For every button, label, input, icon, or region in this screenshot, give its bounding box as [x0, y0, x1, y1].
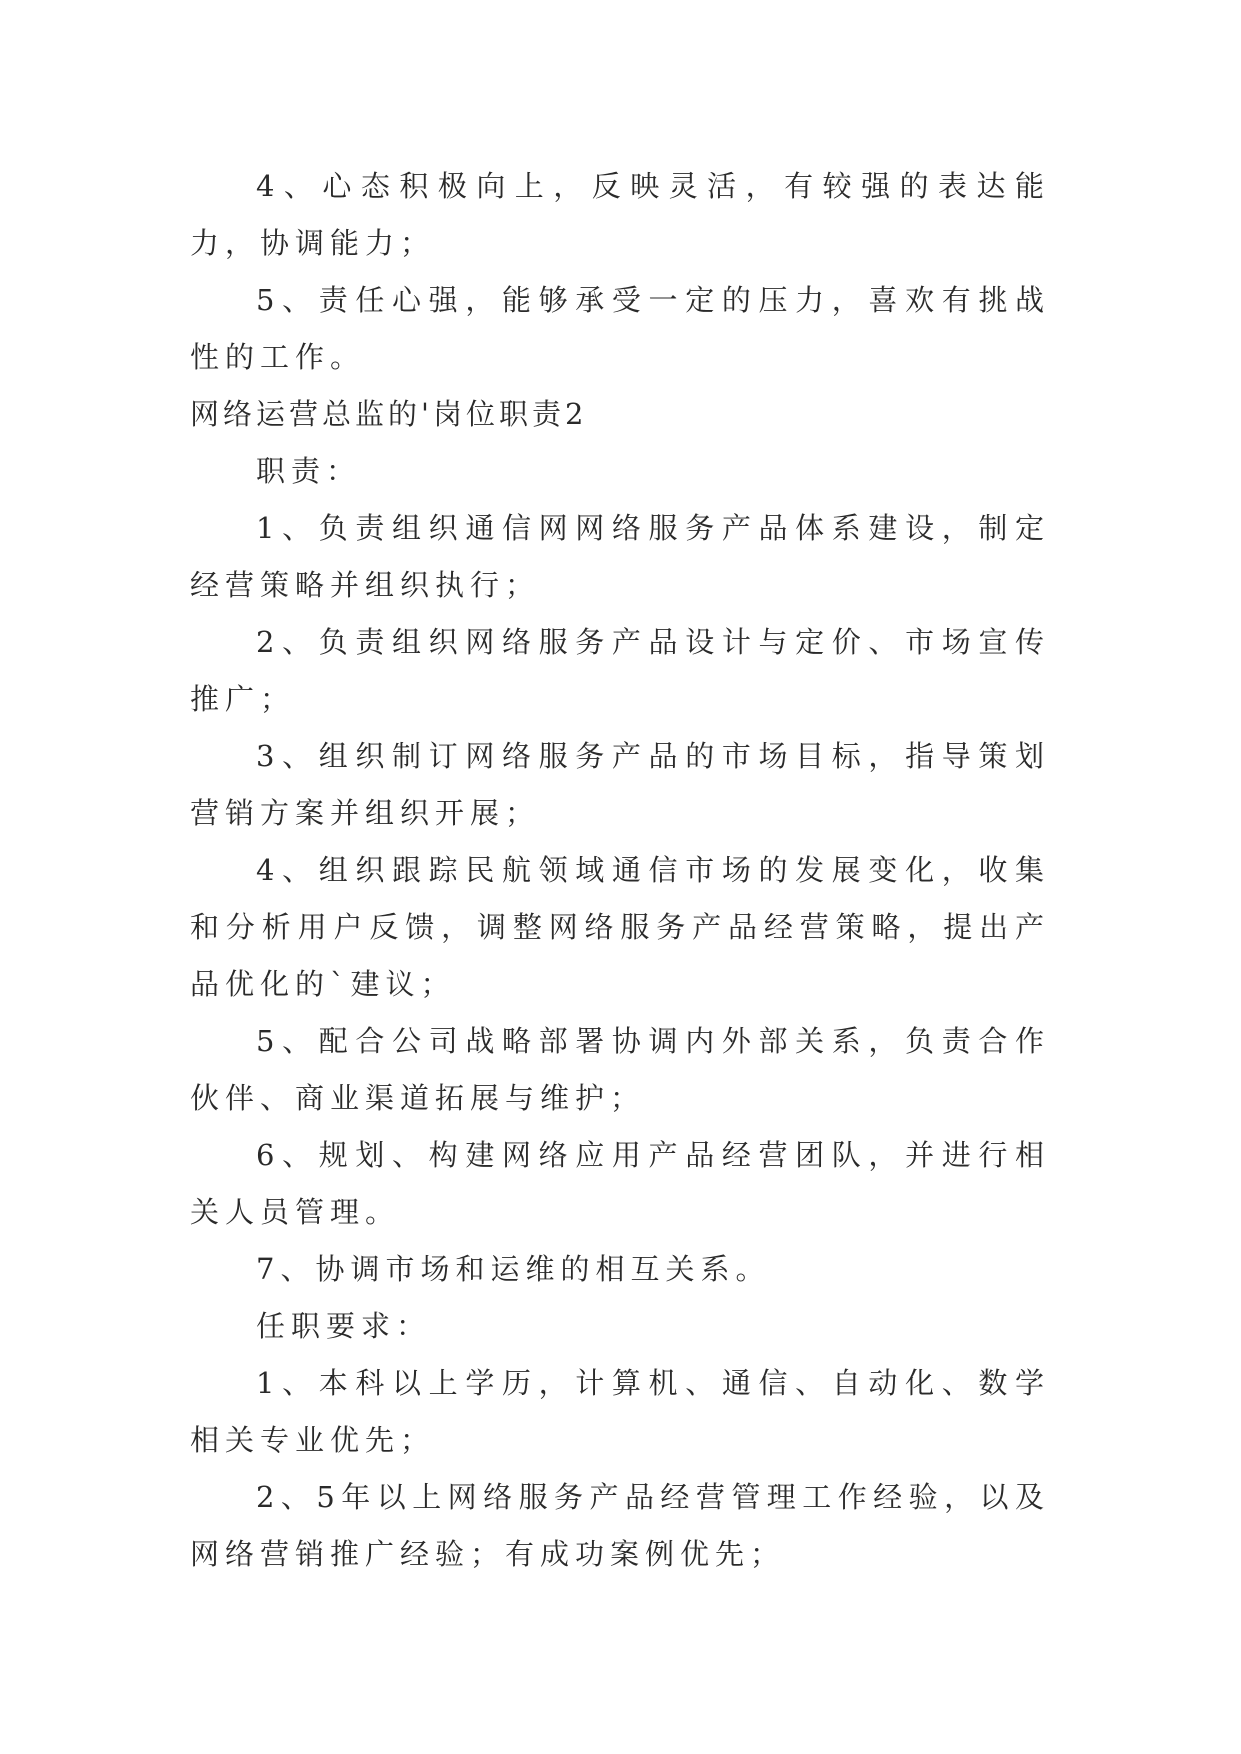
document-body: [190, 158, 1050, 1583]
paragraph: 1、本科以上学历，计算机、通信、自动化、数学相关专业优先；: [190, 1366, 1050, 1457]
paragraph: 6、规划、构建网络应用产品经营团队，并进行相关人员管理。: [190, 1138, 1050, 1229]
paragraph: 职责：: [256, 454, 362, 488]
paragraph: 任职要求：: [256, 1309, 432, 1343]
paragraph: 1、负责组织通信网网络服务产品体系建设，制定经营策略并组织执行；: [190, 511, 1050, 602]
paragraph: 2、负责组织网络服务产品设计与定价、市场宣传推广；: [190, 625, 1050, 716]
paragraph: 2、5年以上网络服务产品经营管理工作经验，以及网络营销推广经验；有成功案例优先；: [190, 1480, 1050, 1571]
paragraph: 7、协调市场和运维的相互关系。: [256, 1252, 771, 1286]
paragraph: 5、责任心强，能够承受一定的压力，喜欢有挑战性的工作。: [190, 283, 1050, 374]
paragraph: 3、组织制订网络服务产品的市场目标，指导策划营销方案并组织开展；: [190, 739, 1050, 830]
paragraph: 5、配合公司战略部署协调内外部关系，负责合作伙伴、商业渠道拓展与维护；: [190, 1024, 1050, 1115]
paragraph: 4、组织跟踪民航领域通信市场的发展变化，收集和分析用户反馈，调整网络服务产品经营策略，提出产品优化的`建议；: [190, 853, 1050, 1001]
section-heading: 网络运营总监的'岗位职责2: [190, 397, 588, 431]
paragraph: 4、心态积极向上，反映灵活，有较强的表达能力，协调能力；: [190, 169, 1050, 260]
